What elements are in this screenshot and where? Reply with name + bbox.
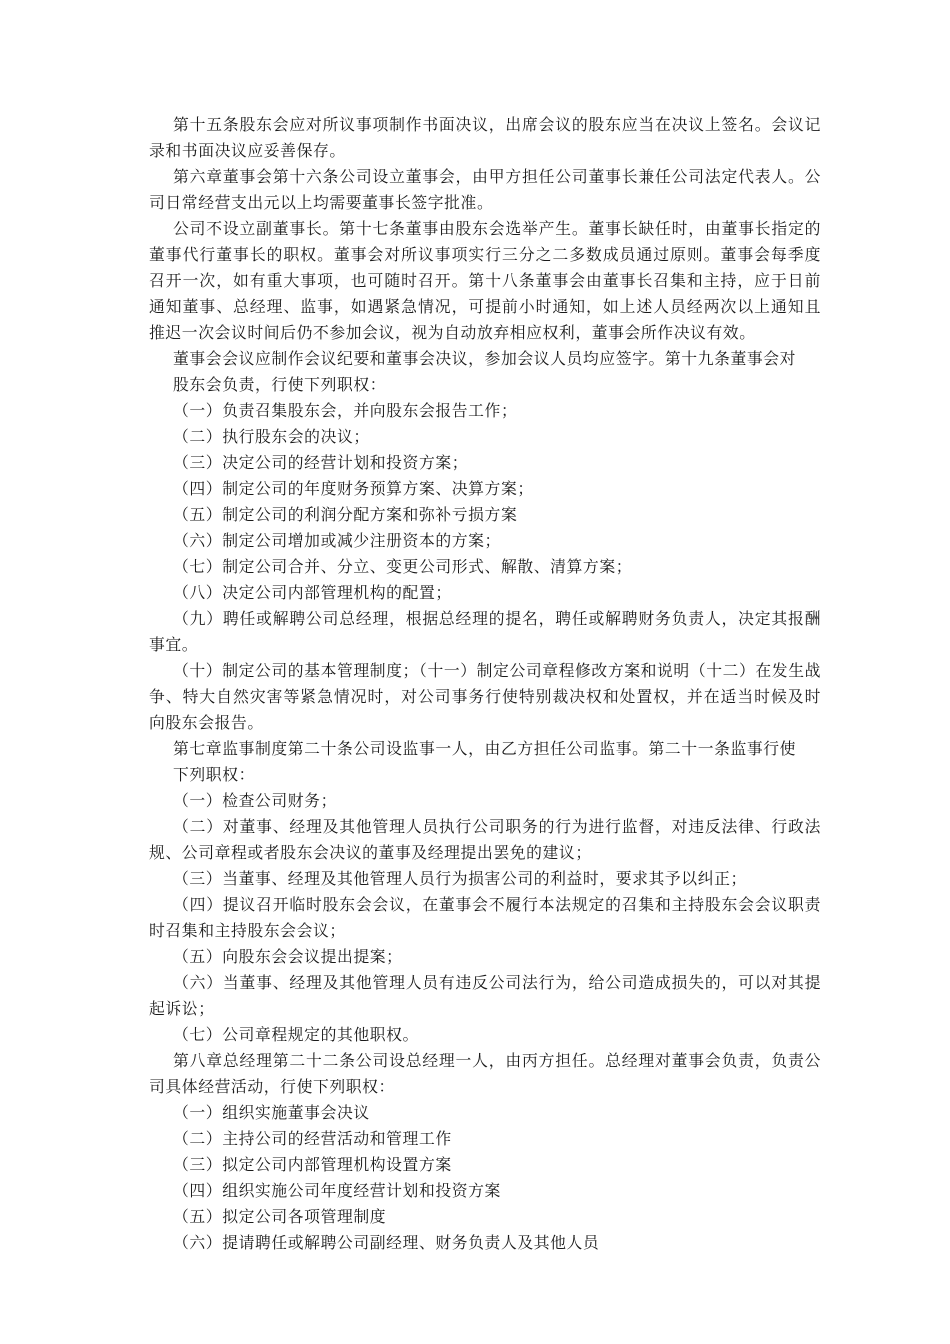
paragraph: 第六章董事会第十六条公司设立董事会，由甲方担任公司董事长兼任公司法定代表人。公司日常经营支出元以上均需要董事长签字批准。 bbox=[149, 167, 821, 212]
paragraph: （二）执行股东会的决议； bbox=[173, 427, 370, 446]
paragraph: （七）制定公司合并、分立、变更公司形式、解散、清算方案； bbox=[173, 557, 633, 576]
paragraph: （四）提议召开临时股东会会议，在董事会不履行本法规定的召集和主持股东会会议职责时召集和主持股东会会议； bbox=[149, 895, 821, 940]
paragraph: （一）组织实施董事会决议 bbox=[173, 1103, 370, 1122]
paragraph: 公司不设立副董事长。第十七条董事由股东会选举产生。董事长缺任时，由董事长指定的董事代行董事长的职权。董事会对所议事项实行三分之二多数成员通过原则。董事会每季度召开一次，如有重大事项，也可随时召开。第十八条董事会由董事长召集和主持，应于日前通知董事、总经理、监事，如遇紧急情况，可提前小时通知，如上述人员经两次以上通知且推迟一次会议时间后仍不参加会议，视为自动放弃相应权利，董事会所作决议有效。 bbox=[149, 219, 821, 342]
paragraph: （一）负责召集股东会，并向股东会报告工作； bbox=[173, 401, 518, 420]
paragraph: （三）当董事、经理及其他管理人员行为损害公司的利益时，要求其予以纠正； bbox=[173, 869, 747, 888]
paragraph: （六）当董事、经理及其他管理人员有违反公司法行为，给公司造成损失的，可以对其提起诉讼； bbox=[149, 973, 821, 1018]
paragraph: （三）拟定公司内部管理机构设置方案 bbox=[173, 1155, 452, 1174]
paragraph: （四）组织实施公司年度经营计划和投资方案 bbox=[173, 1181, 501, 1200]
paragraph: 第七章监事制度第二十条公司设监事一人，由乙方担任公司监事。第二十一条监事行使 bbox=[173, 739, 797, 758]
paragraph: （一）检查公司财务； bbox=[173, 791, 337, 810]
paragraph: 第十五条股东会应对所议事项制作书面决议，出席会议的股东应当在决议上签名。会议记录和书面决议应妥善保存。 bbox=[149, 115, 821, 160]
paragraph: （五）向股东会会议提出提案； bbox=[173, 947, 403, 966]
paragraph: （八）决定公司内部管理机构的配置； bbox=[173, 583, 452, 602]
paragraph: （二）对董事、经理及其他管理人员执行公司职务的行为进行监督，对违反法律、行政法规、公司章程或者股东会决议的董事及经理提出罢免的建议； bbox=[149, 817, 821, 862]
paragraph: （三）决定公司的经营计划和投资方案； bbox=[173, 453, 469, 472]
paragraph: 董事会会议应制作会议纪要和董事会决议，参加会议人员均应签字。第十九条董事会对 bbox=[173, 349, 797, 368]
paragraph: （二）主持公司的经营活动和管理工作 bbox=[173, 1129, 452, 1148]
paragraph: （十）制定公司的基本管理制度；（十一）制定公司章程修改方案和说明（十二）在发生战争、特大自然灾害等紧急情况时，对公司事务行使特别裁决权和处置权，并在适当时候及时向股东会报告。 bbox=[149, 661, 821, 732]
paragraph: 下列职权： bbox=[173, 765, 255, 784]
paragraph: （七）公司章程规定的其他职权。 bbox=[173, 1025, 419, 1044]
paragraph: （五）制定公司的利润分配方案和弥补亏损方案 bbox=[173, 505, 518, 524]
paragraph: （四）制定公司的年度财务预算方案、决算方案； bbox=[173, 479, 534, 498]
paragraph: （九）聘任或解聘公司总经理，根据总经理的提名，聘任或解聘财务负责人，决定其报酬事宜。 bbox=[149, 609, 821, 654]
paragraph: （五）拟定公司各项管理制度 bbox=[173, 1207, 387, 1226]
paragraph: （六）提请聘任或解聘公司副经理、财务负责人及其他人员 bbox=[173, 1233, 600, 1252]
paragraph: 第八章总经理第二十二条公司设总经理一人，由丙方担任。总经理对董事会负责，负责公司具体经营活动，行使下列职权： bbox=[149, 1051, 821, 1096]
paragraph: 股东会负责，行使下列职权： bbox=[173, 375, 387, 394]
paragraph: （六）制定公司增加或减少注册资本的方案； bbox=[173, 531, 501, 550]
document-body bbox=[149, 112, 821, 1256]
